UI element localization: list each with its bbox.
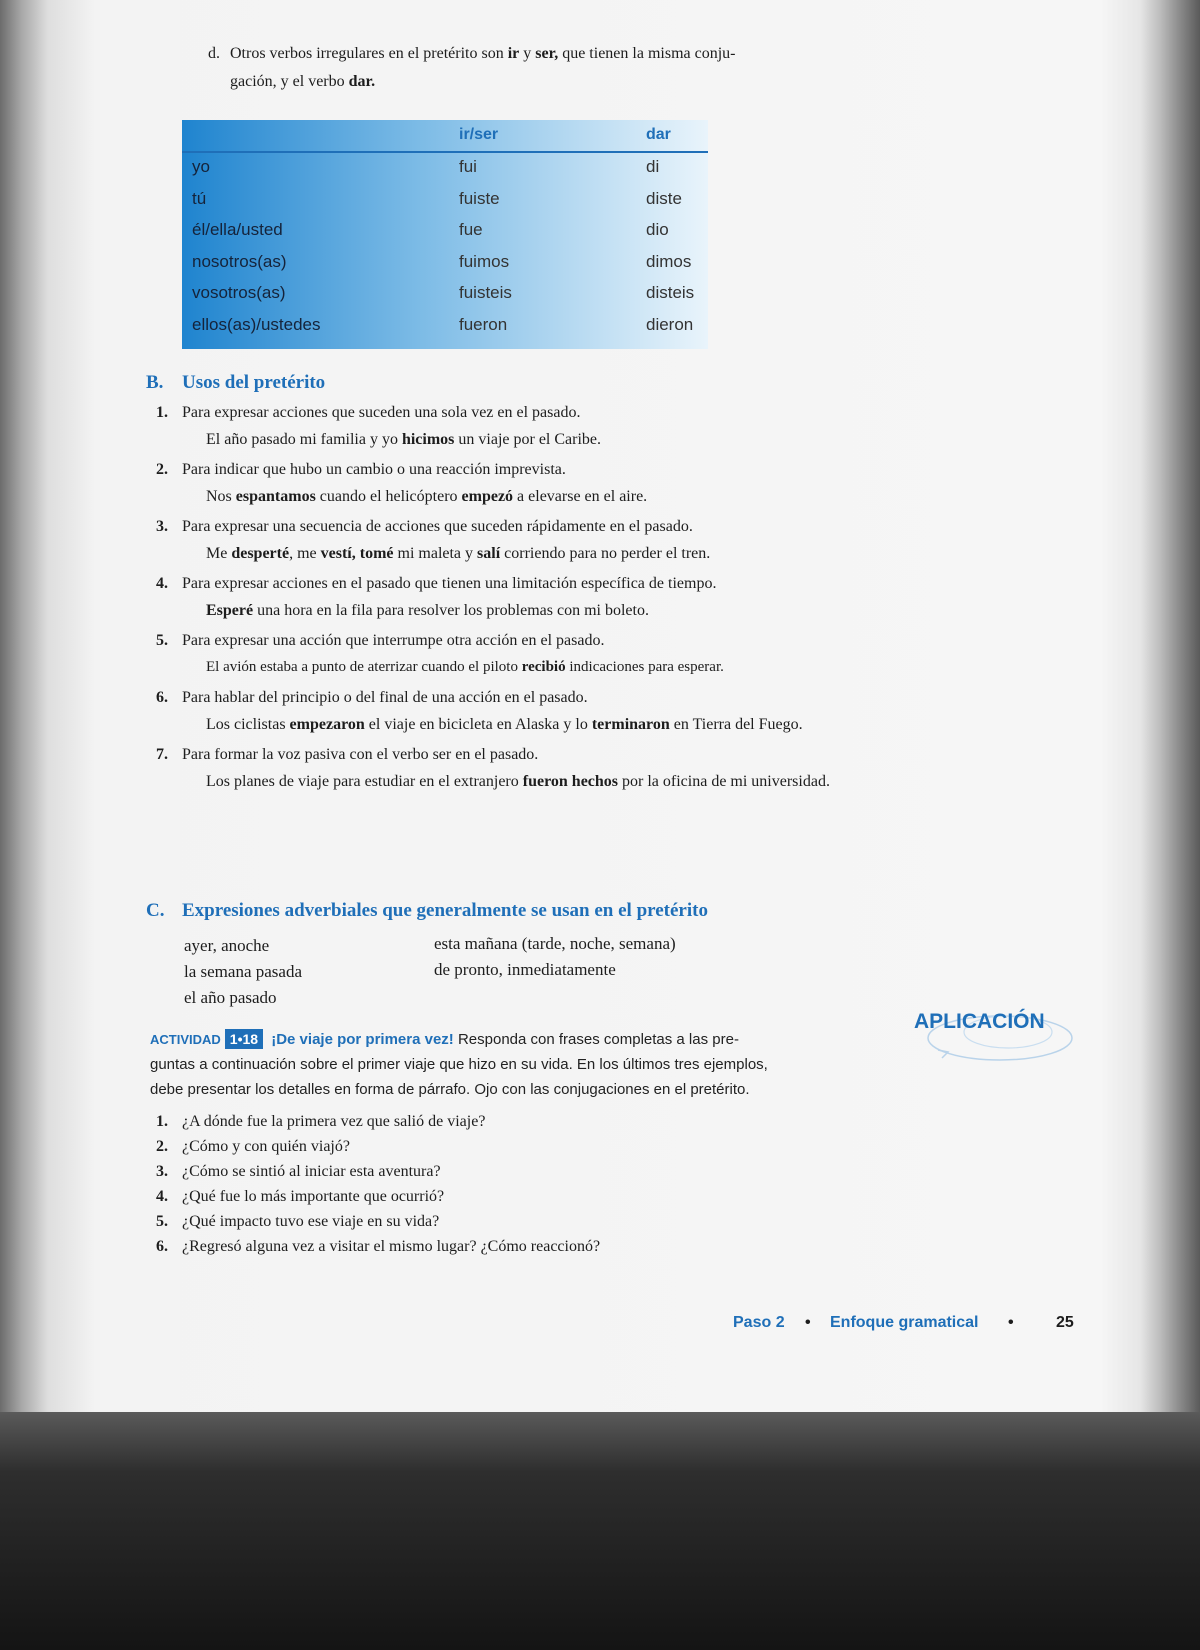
example-verb: Esperé	[206, 602, 254, 619]
usos-list	[156, 400, 856, 799]
use-example	[156, 483, 856, 510]
use-number: 2.	[156, 461, 168, 478]
example-text: El año pasado mi familia y yo	[206, 431, 402, 448]
example-text: corriendo para no perder el tren.	[500, 545, 711, 562]
actividad-text: debe presentar los detalles en forma de párrafo. Ojo con las conjugaciones en el pretérito.	[150, 1081, 750, 1098]
adverb-item: la semana pasada	[184, 962, 302, 981]
adverbs-column-2	[434, 931, 676, 983]
actividad-text: Responda con frases completas a las pre-	[457, 1031, 739, 1048]
question-number: 6.	[156, 1238, 168, 1255]
pronoun-cell: ellos(as)/ustedes	[192, 314, 321, 334]
section-c-letter: C.	[146, 900, 165, 921]
actividad-number: 1•18	[225, 1029, 263, 1049]
actividad-label: ACTIVIDAD	[150, 1032, 221, 1047]
table-row	[182, 279, 708, 310]
question-text: ¿Cómo y con quién viajó?	[182, 1138, 350, 1155]
example-text: , me	[289, 545, 321, 562]
use-description: Para expresar acciones que suceden una sola vez en el pasado.	[182, 404, 581, 421]
aplicacion-badge	[908, 1006, 1078, 1066]
use-example	[156, 426, 856, 453]
use-item	[156, 628, 856, 681]
dar-cell: di	[646, 157, 660, 176]
use-number: 4.	[156, 575, 168, 592]
question-item	[156, 1109, 856, 1134]
actividad-title: ¡De viaje por primera vez!	[271, 1031, 454, 1048]
question-text: ¿Qué fue lo más importante que ocurrió?	[182, 1188, 445, 1205]
question-item	[156, 1134, 856, 1159]
ir-ser-cell: fue	[459, 220, 483, 239]
footer-bullet: •	[805, 1314, 811, 1331]
example-text: mi maleta y	[393, 545, 478, 562]
adverb-item: esta mañana (tarde, noche, semana)	[434, 934, 676, 953]
question-number: 1.	[156, 1113, 168, 1130]
example-text: El avión estaba a punto de aterrizar cuando el piloto	[206, 659, 522, 675]
section-c-title: Expresiones adverbiales que generalmente se usan en el pretérito	[182, 900, 708, 921]
example-verb: fueron hechos	[522, 773, 619, 790]
scanner-shadow	[0, 1412, 1200, 1650]
item-d-text: y	[519, 45, 536, 62]
table-row	[182, 248, 708, 279]
adverb-item: el año pasado	[184, 988, 277, 1007]
example-text: en Tierra del Fuego.	[669, 716, 803, 733]
example-verb: recibió	[521, 659, 566, 675]
dar-cell: diste	[646, 188, 682, 208]
use-description: Para hablar del principio o del final de una acción en el pasado.	[182, 689, 588, 706]
item-d-bold-ir: ir	[507, 45, 520, 62]
use-number: 5.	[156, 632, 168, 649]
question-text: ¿Qué impacto tuvo ese viaje en su vida?	[182, 1213, 440, 1230]
table-row	[182, 311, 708, 342]
example-text: a elevarse en el aire.	[513, 488, 648, 505]
ir-ser-cell: fuiste	[459, 188, 500, 208]
question-text: ¿A dónde fue la primera vez que salió de viaje?	[182, 1113, 486, 1130]
use-item	[156, 571, 856, 624]
example-text: el viaje en bicicleta en Alaska y lo	[364, 716, 592, 733]
example-verb: vestí, tomé	[320, 545, 394, 562]
actividad-text: guntas a continuación sobre el primer viaje que hizo en su vida. En los últimos tres ejemplos,	[150, 1056, 768, 1073]
question-text: ¿Regresó alguna vez a visitar el mismo lugar? ¿Cómo reaccionó?	[182, 1238, 601, 1255]
table-row	[182, 216, 708, 247]
example-text: indicaciones para esperar.	[565, 659, 724, 675]
use-item	[156, 400, 856, 453]
example-verb: empezó	[461, 488, 514, 505]
use-item	[156, 514, 856, 567]
question-item	[156, 1184, 856, 1209]
table-row	[182, 185, 708, 216]
example-verb: desperté	[231, 545, 290, 562]
actividad-block	[150, 1027, 850, 1102]
example-verb: espantamos	[235, 488, 316, 505]
question-number: 3.	[156, 1163, 168, 1180]
question-number: 4.	[156, 1188, 168, 1205]
pronoun-cell: tú	[192, 188, 207, 208]
example-verb: salí	[477, 545, 501, 562]
use-number: 6.	[156, 689, 168, 706]
dar-cell: dieron	[646, 314, 694, 334]
ir-ser-cell: fueron	[459, 314, 508, 334]
item-d-bold-ser: ser,	[535, 45, 559, 62]
use-item	[156, 685, 856, 738]
dar-cell: disteis	[646, 283, 695, 302]
footer-bullet: •	[1008, 1314, 1014, 1331]
conjugation-table	[182, 120, 708, 349]
pronoun-cell: él/ella/usted	[192, 220, 283, 239]
pronoun-cell: nosotros(as)	[192, 251, 287, 271]
use-example	[156, 711, 856, 738]
use-number: 7.	[156, 746, 168, 763]
example-text: Los ciclistas	[206, 716, 290, 733]
use-example	[156, 597, 856, 624]
use-description: Para formar la voz pasiva con el verbo ser en el pasado.	[182, 746, 539, 763]
use-example	[156, 654, 856, 681]
dar-cell: dio	[646, 220, 669, 239]
pronoun-cell: yo	[192, 157, 210, 176]
example-text: un viaje por el Caribe.	[454, 431, 602, 448]
questions-list	[156, 1109, 856, 1259]
example-text: cuando el helicóptero	[315, 488, 462, 505]
question-item	[156, 1234, 856, 1259]
item-d-text: Otros verbos irregulares en el pretérito son	[230, 45, 508, 62]
example-verb: hicimos	[401, 431, 455, 448]
section-b-letter: B.	[146, 372, 164, 393]
header-ir-ser: ir/ser	[459, 126, 499, 143]
use-description: Para indicar que hubo un cambio o una reacción imprevista.	[182, 461, 566, 478]
item-d-bold-dar: dar.	[348, 73, 376, 90]
table-row	[182, 153, 708, 184]
header-dar: dar	[646, 126, 671, 143]
item-d-text: gación, y el verbo	[230, 73, 349, 90]
example-text: Me	[206, 545, 232, 562]
aplicacion-label: APLICACIÓN	[914, 1010, 1045, 1033]
use-description: Para expresar acciones en el pasado que tienen una limitación específica de tiempo.	[182, 575, 717, 592]
use-description: Para expresar una acción que interrumpe otra acción en el pasado.	[182, 632, 605, 649]
table-header	[182, 120, 708, 153]
section-b-title: Usos del pretérito	[182, 372, 326, 393]
example-text: por la oficina de mi universidad.	[618, 773, 830, 790]
dar-cell: dimos	[646, 251, 692, 271]
use-description: Para expresar una secuencia de acciones que suceden rápidamente en el pasado.	[182, 518, 693, 535]
question-number: 5.	[156, 1213, 168, 1230]
item-d-letter: d.	[208, 45, 220, 62]
ir-ser-cell: fuimos	[459, 251, 510, 271]
example-verb: empezaron	[289, 716, 365, 733]
adverbs-column-1	[184, 933, 302, 1011]
item-d-text: que tienen la misma conju-	[558, 45, 736, 62]
item-d	[208, 40, 858, 96]
use-item	[156, 457, 856, 510]
question-number: 2.	[156, 1138, 168, 1155]
use-item	[156, 742, 856, 795]
example-verb: terminaron	[591, 716, 670, 733]
adverb-item: de pronto, inmediatamente	[434, 960, 616, 979]
page-number: 25	[1056, 1314, 1074, 1331]
section-b-heading	[146, 372, 325, 394]
use-number: 3.	[156, 518, 168, 535]
use-example	[156, 768, 856, 795]
example-text: una hora en la fila para resolver los problemas con mi boleto.	[253, 602, 649, 619]
adverb-item: ayer, anoche	[184, 936, 270, 955]
question-item	[156, 1209, 856, 1234]
question-item	[156, 1159, 856, 1184]
section-c-heading	[146, 900, 708, 922]
ir-ser-cell: fuisteis	[459, 283, 512, 302]
question-text: ¿Cómo se sintió al iniciar esta aventura?	[182, 1163, 441, 1180]
use-example	[156, 540, 856, 567]
use-number: 1.	[156, 404, 168, 421]
ir-ser-cell: fui	[459, 157, 477, 176]
example-text: Nos	[206, 488, 236, 505]
pronoun-cell: vosotros(as)	[192, 283, 286, 302]
footer-paso: Paso 2	[733, 1314, 785, 1331]
example-text: Los planes de viaje para estudiar en el extranjero	[206, 773, 523, 790]
footer-section: Enfoque gramatical	[830, 1314, 979, 1331]
